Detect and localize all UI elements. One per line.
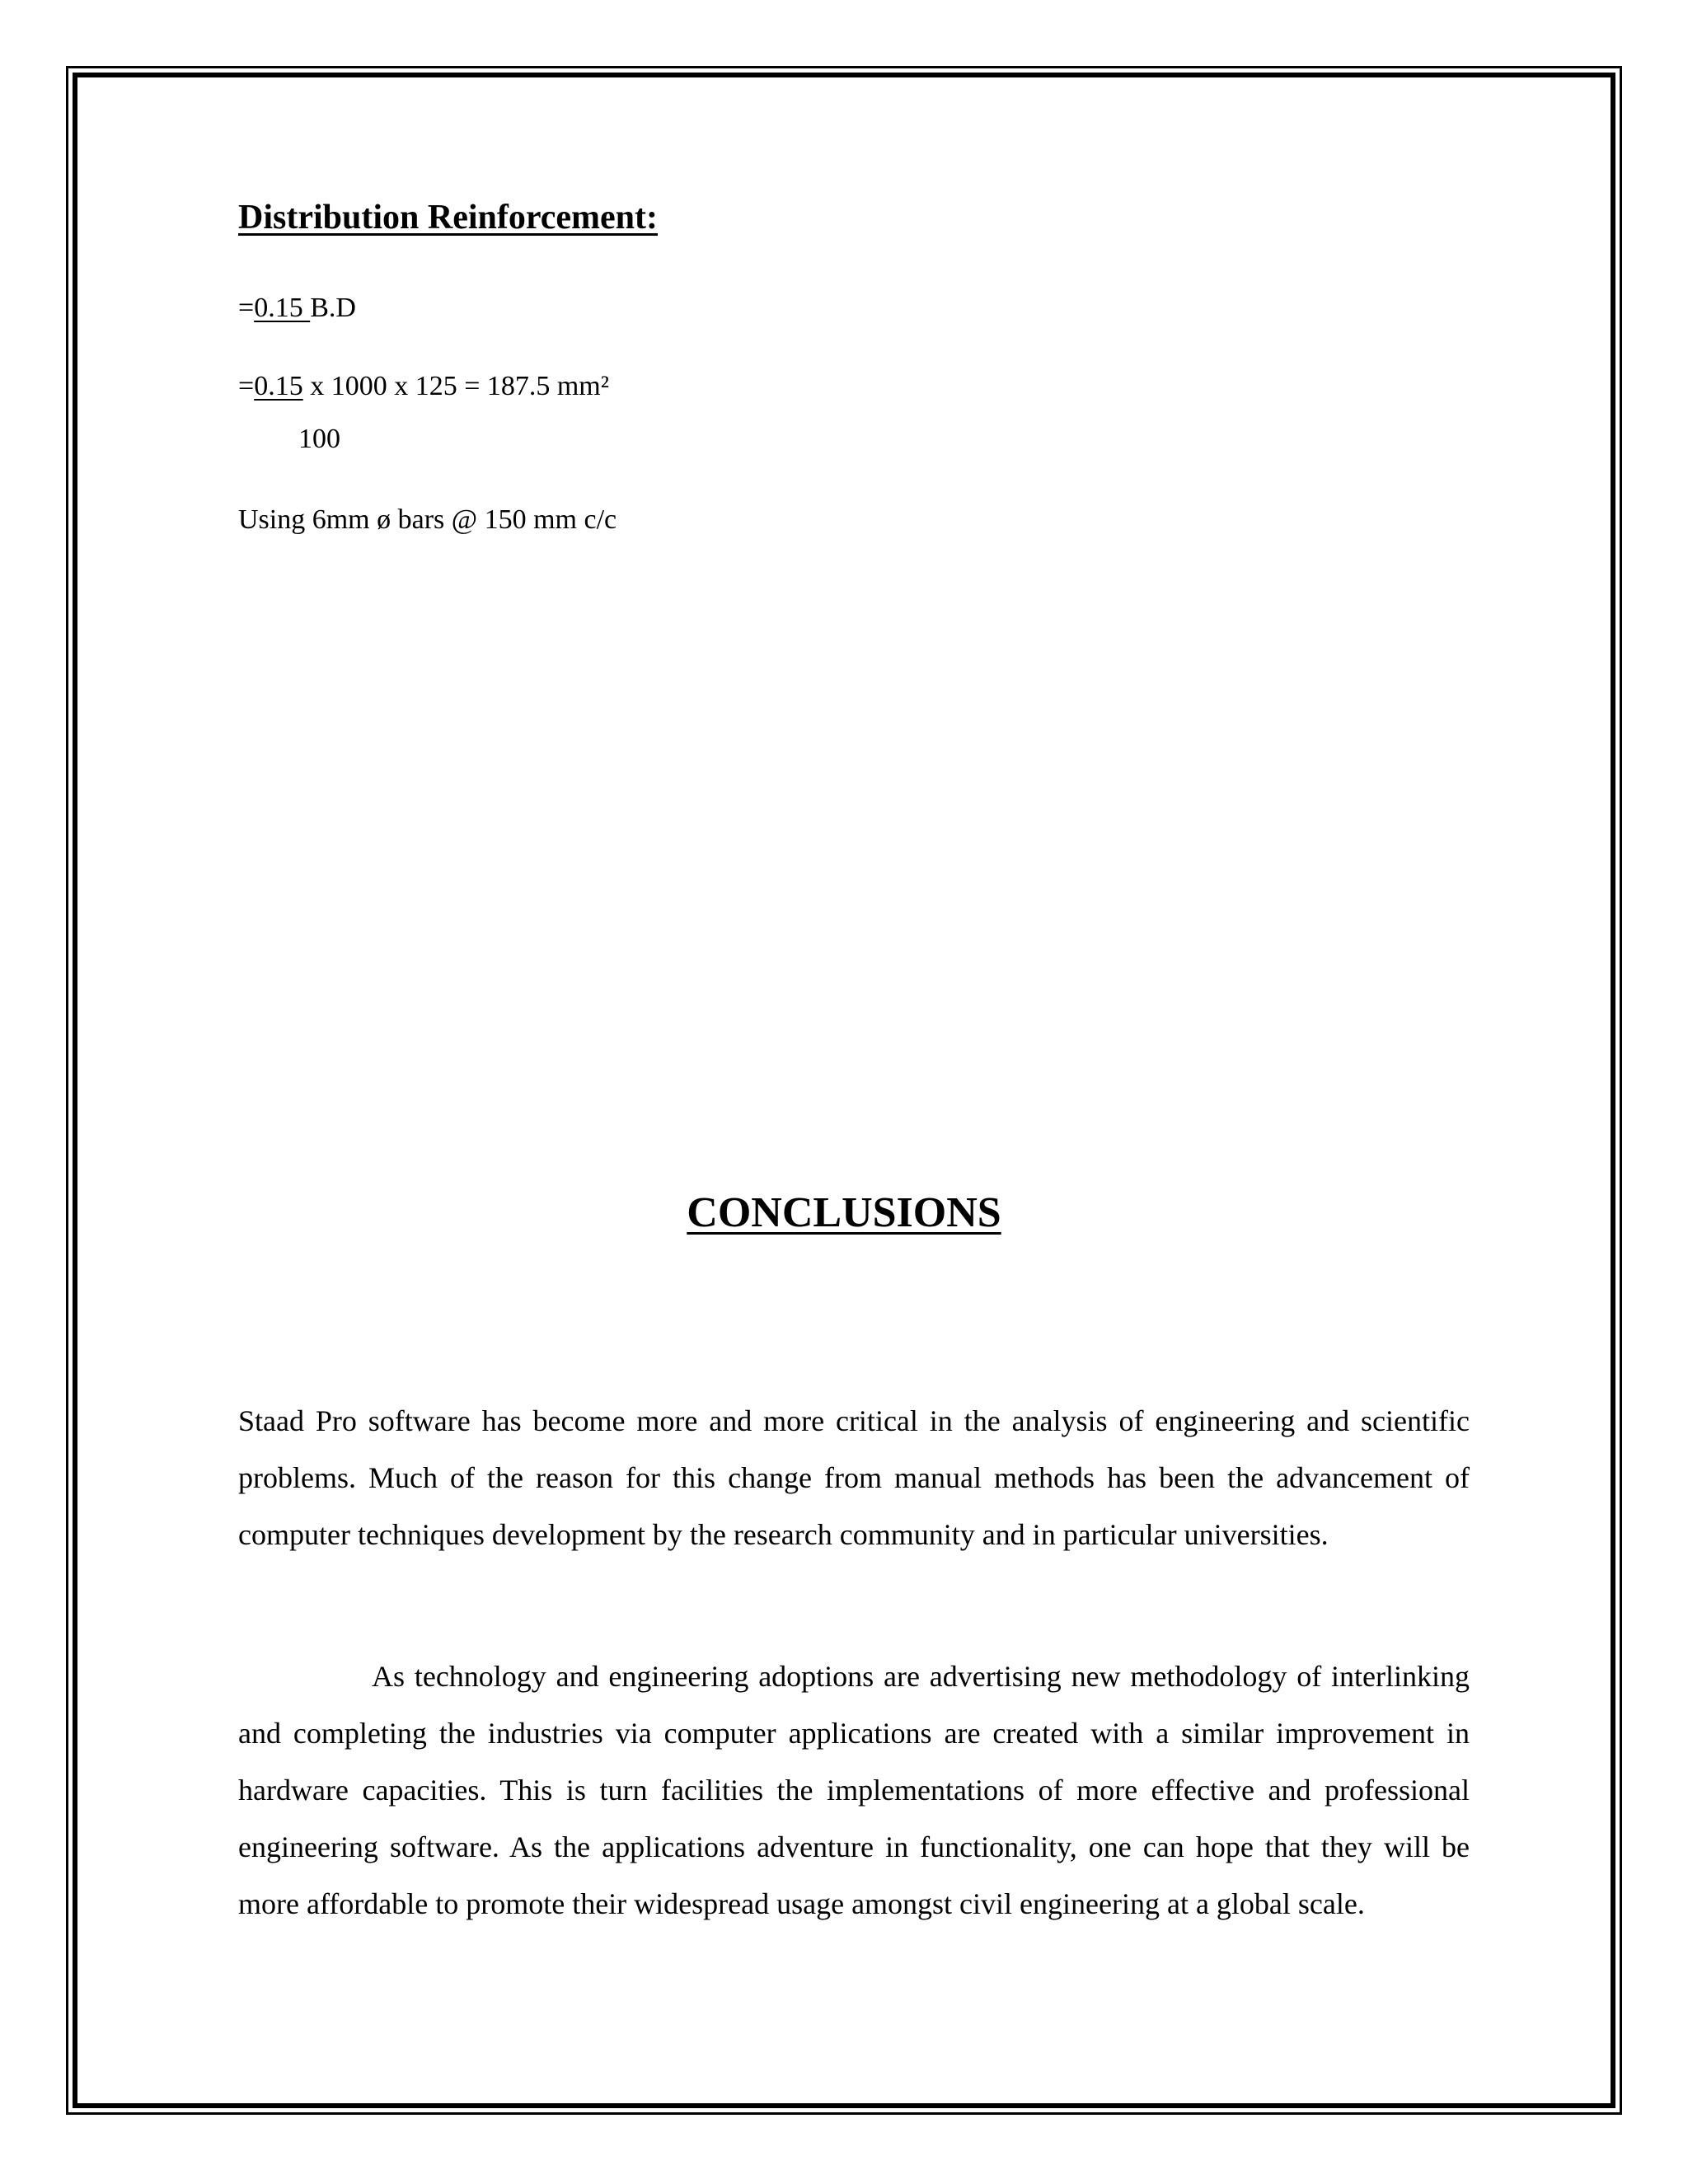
formula-line-2-suffix: x 1000 x 125 = 187.5 mm² — [302, 371, 609, 401]
formula-line-2-prefix: = — [238, 371, 255, 401]
conclusions-title: CONCLUSIONS — [687, 1189, 1001, 1236]
distribution-heading: Distribution Reinforcement: — [238, 199, 658, 237]
conclusions-paragraph-2: As technology and engineering adoptions are advertising new methodology of interlinking and completing the industries via computer applications are created with a similar improvement in hardware capacities. This is turn facilities the implementations of more effective and professional engineering software. As the applications adventure in functionality, one can hope that they will be more affordable to promote their widespread usage amongst civil engineering at a global scale. — [238, 1660, 1470, 1920]
conclusions-paragraph-1: Staad Pro software has become more and more critical in the analysis of engineering and scientific problems. Much of the reason for this change from manual methods has been the advancement of computer techniques development by the research community and in particular universities. — [238, 1404, 1470, 1551]
formula-line-1-prefix: = — [238, 293, 255, 323]
formula-denominator: 100 — [298, 424, 340, 454]
formula-line-1 — [238, 293, 356, 324]
bars-spacing-text: Using 6mm ø bars @ 150 mm c/c — [238, 504, 617, 535]
formula-line-2-coefficient: 0.15 — [254, 371, 303, 401]
formula-line-1-coefficient: 0.15 — [254, 293, 311, 323]
formula-line-1-suffix: B.D — [310, 293, 356, 323]
formula-line-2 — [238, 371, 609, 402]
